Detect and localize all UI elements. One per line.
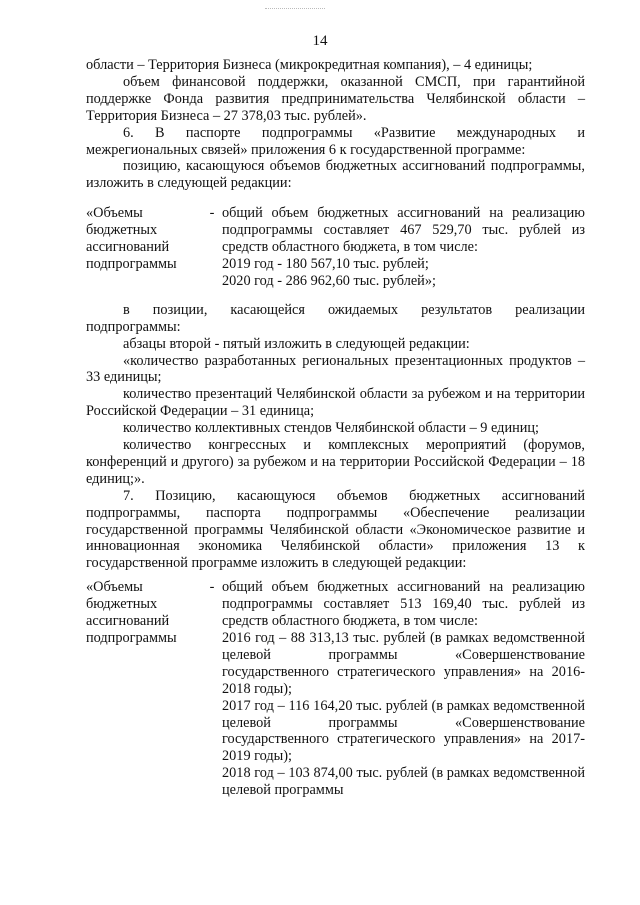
value-line: общий объем бюджетных ассигнований на реализацию подпрограммы составляет 513 169,40 тыс. рублей из средств областного бюджета, в том числе: (222, 579, 585, 630)
page-number: 14 (312, 33, 328, 49)
budget-value-2 (222, 579, 585, 799)
label-line: «Объемы (86, 205, 143, 222)
label-line: ассигнований (86, 613, 170, 630)
budget-block-2 (86, 579, 585, 799)
dash: - (209, 579, 215, 596)
budget-block-1 (86, 205, 585, 290)
value-line: 2016 год – 88 313,13 тыс. рублей (в рамках ведомственной целевой программы «Совершенствование государственного стратегического управления» на 2016-2018 годы); (222, 630, 585, 697)
label-line: подпрограммы (86, 255, 177, 272)
paragraph: позицию, касающуюся объемов бюджетных ассигнований подпрограммы, изложить в следующей редакции: (86, 158, 585, 192)
value-line: 2019 год - 180 567,10 тыс. рублей; (222, 255, 429, 272)
label-line: бюджетных (86, 596, 158, 613)
label-line: подпрограммы (86, 630, 177, 646)
scan-artifact (265, 8, 325, 10)
value-line: 2020 год - 286 962,60 тыс. рублей»; (222, 272, 436, 289)
budget-label-1 (86, 205, 202, 290)
paragraph: «количество разработанных региональных презентационных продуктов – 33 единицы; (86, 352, 585, 386)
value-line: 2017 год – 116 164,20 тыс. рублей (в рамках ведомственной целевой программы «Совершенствование государственного стратегического управления» на 2017-2019 годы); (222, 697, 585, 765)
budget-value-1 (222, 205, 585, 290)
paragraph: количество конгрессных и комплексных мероприятий (форумов, конференций и другого) за рубежом и на территории Российской Федерации – 18 единиц;». (86, 437, 585, 487)
label-line: ассигнований (86, 239, 170, 256)
dash: - (209, 205, 215, 222)
value-line: 2018 год – 103 874,00 тыс. рублей (в рамках ведомственной целевой программы (222, 765, 585, 799)
value-line: общий объем бюджетных ассигнований на реализацию подпрограммы составляет 467 529,70 тыс. рублей из средств областного бюджета, в том числе: (222, 205, 585, 256)
label-line: «Объемы (86, 579, 143, 596)
paragraph: количество презентаций Челябинской области за рубежом и на территории Российской Федерации – 31 единица; (86, 386, 585, 420)
paragraph: 7. Позицию, касающуюся объемов бюджетных ассигнований подпрограммы, паспорта подпрограммы «Обеспечение реализации государственной программы Челябинской области «Экономическое развитие и инновационная экономика Челябинской области» приложения 13 к государственной программе изложить в следующей редакции: (86, 487, 585, 572)
budget-label-2 (86, 579, 202, 799)
label-line: бюджетных (86, 222, 158, 239)
paragraph: 6. В паспорте подпрограммы «Развитие международных и межрегиональных связей» приложения 6 к государственной программе: (86, 124, 585, 158)
paragraph: абзацы второй - пятый изложить в следующей редакции: (123, 335, 470, 352)
document-body (86, 57, 585, 799)
paragraph: в позиции, касающейся ожидаемых результатов реализации подпрограммы: (86, 301, 585, 335)
paragraph: области – Территория Бизнеса (микрокредитная компания), – 4 единицы; (86, 57, 533, 73)
paragraph: объем финансовой поддержки, оказанной СМСП, при гарантийной поддержке Фонда развития предпринимательства Челябинской области – Территория Бизнеса – 27 378,03 тыс. рублей». (86, 73, 585, 124)
paragraph: количество коллективных стендов Челябинской области – 9 единиц; (123, 420, 540, 437)
